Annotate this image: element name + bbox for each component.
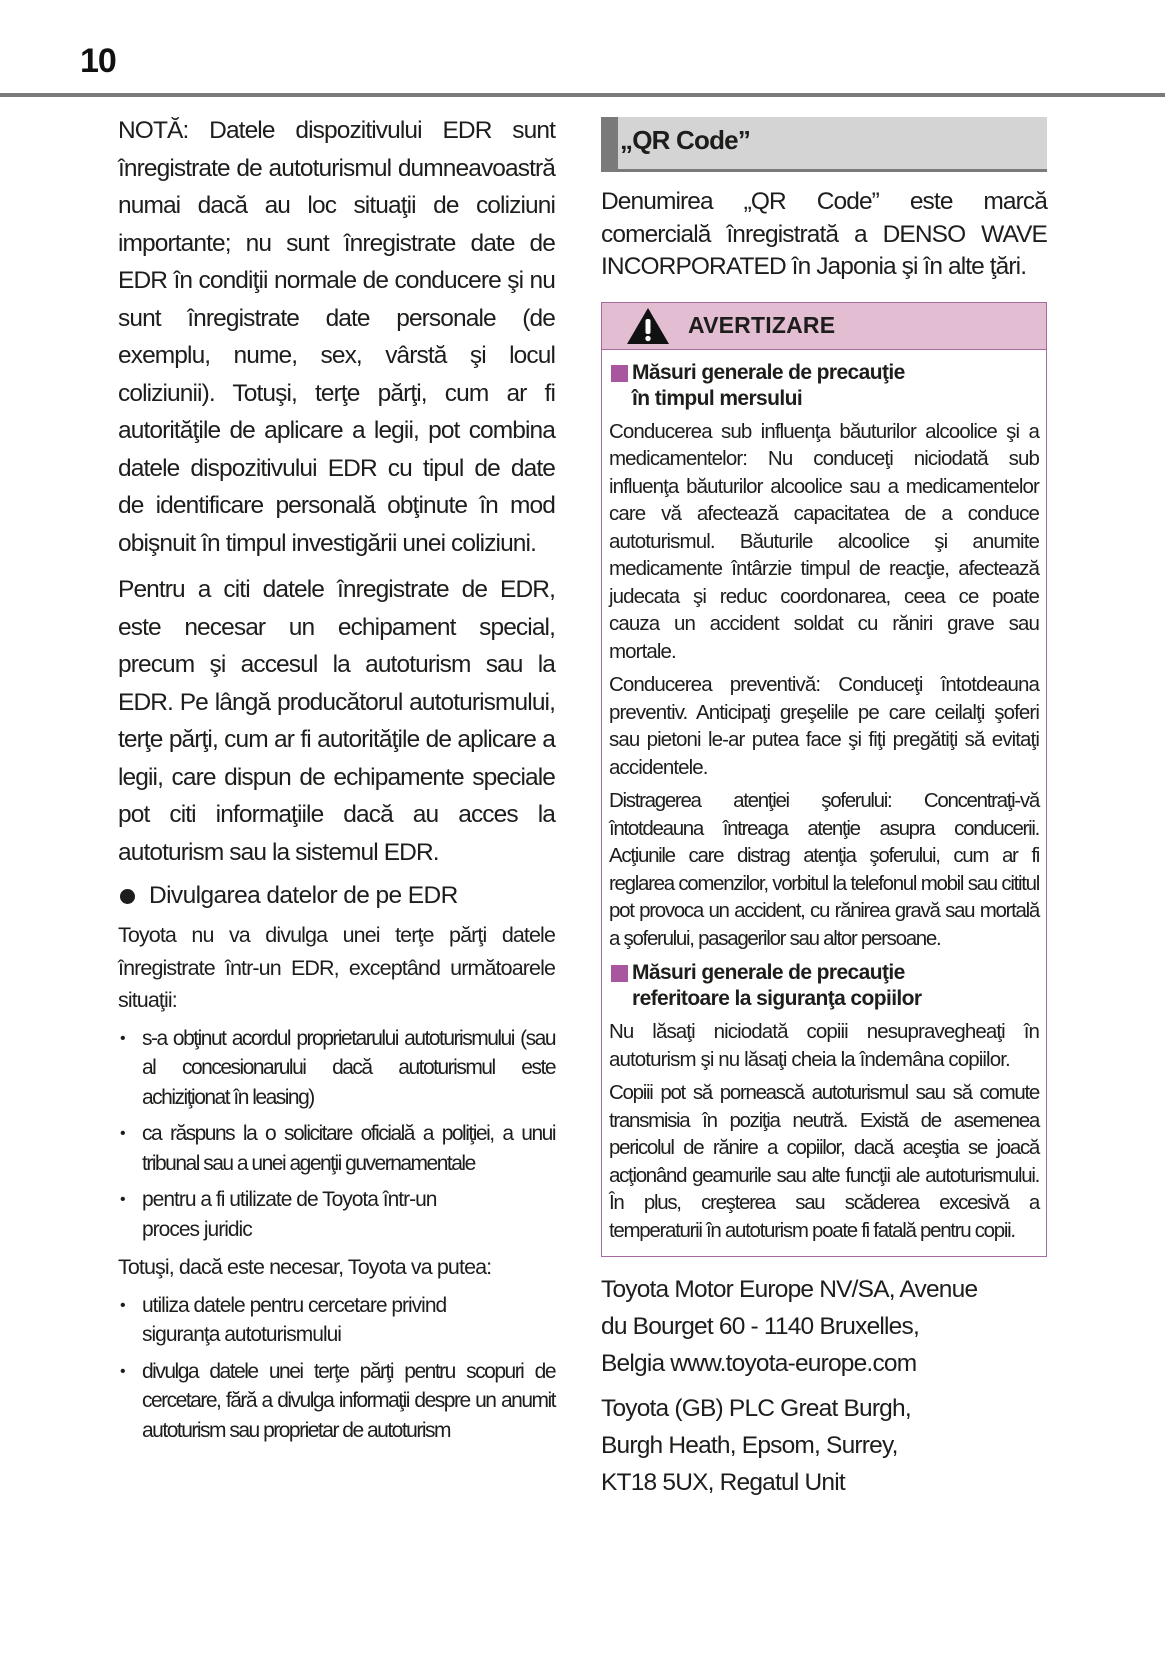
list-item: • pentru a fi utilizate de Toyota într-un proces juridic: [118, 1185, 555, 1244]
permitted-uses-list: [118, 1291, 555, 1446]
left-column: [118, 112, 555, 1452]
alcohol-paragraph: Conducerea sub influenţa băuturilor alcoolice şi a medicamentelor: Nu conduceţi niciodată sub influenţa băuturilor alcoolice sau a medicamentelor care vă afectează capacitatea de a conduce autoturismul. Băuturile alcoolice şi anumite medicamente întârzie timpul de reacţie, afectează judecata şi reduc coordonarea, ceea ce poate cauza un accident soldat cu răniri grave sau mortale.: [609, 419, 1039, 663]
list-item: • s-a obţinut acordul proprietarului autoturismului (sau al concesionarului dacă autoturismul este achiziţionat în leasing): [118, 1024, 555, 1113]
bullet-icon: •: [120, 1191, 125, 1208]
warning-label: AVERTIZARE: [688, 312, 836, 338]
page-number: 10: [80, 42, 116, 80]
section-marker-bar: [601, 117, 618, 169]
qr-code-title: „QR Code”: [620, 125, 751, 155]
disclosure-intro: Toyota nu va divulga unei terţe părţi datele înregistrate într-un EDR, exceptând următoarele situaţii:: [118, 923, 555, 1012]
address-toyota-gb: Toyota (GB) PLC Great Burgh, Burgh Heath, Epsom, Surrey, KT18 5UX, Regatul Unit: [601, 1395, 911, 1496]
square-marker-icon: [611, 965, 628, 982]
edr-reading-paragraph: Pentru a citi datele înregistrate de EDR, este necesar un echipament special, precum şi accesul la autoturism sau la EDR. Pe lângă producătorul autoturismului, terţe părţi, cum ar fi autorităţile de aplicare a legii, care dispun de echipamente speciale pot citi informaţiile dacă au acces la autoturism sau la sistemul EDR.: [118, 576, 555, 866]
driving-precautions-heading: Măsuri generale de precauţie în timpul mersului: [609, 360, 1039, 412]
children-hazards-paragraph: Copiii pot să pornească autoturismul sau să comute transmisia în poziţia neutră. Există de asemenea pericolul de rănire a copiilor, dacă aceştia se joacă acţionând geamurile sau alte funcţii ale autoturismului. În plus, creşterea sau scăderea excesivă a temperaturii în autoturism poate fi fatală pentru copii.: [609, 1081, 1039, 1242]
unattended-children-paragraph: Nu lăsaţi niciodată copiii nesupravegheaţi în autoturism şi nu lăsaţi cheia la îndemâna copiilor.: [609, 1020, 1039, 1071]
square-marker-icon: [611, 365, 628, 382]
list-item: • utiliza datele pentru cercetare privind siguranţa autoturismului: [118, 1291, 555, 1350]
warning-body: [602, 350, 1046, 1257]
qr-code-section-header: [601, 117, 1047, 172]
header-rule: [0, 93, 1165, 97]
warning-triangle-icon: [626, 307, 670, 345]
disclosure-heading-text: Divulgarea datelor de pe EDR: [149, 882, 458, 909]
right-column: [601, 117, 1047, 1509]
edr-note-paragraph: NOTĂ: Datele dispozitivului EDR sunt înregistrate de autoturismul dumneavoastră numai dacă au loc situaţii de coliziuni importante; nu sunt înregistrate date de EDR în condiţii normale de conducere şi nu sunt înregistrate date personale (de exemplu, nume, sex, vârstă şi locul coliziunii). Totuşi, terţe părţi, cum ar fi autorităţile de aplicare a legii, pot combina datele dispozitivului EDR cu tipul de date de identificare personală obţinute în mod obişnuit în timpul investigării unei coliziuni.: [118, 117, 555, 557]
bullet-icon: •: [120, 1125, 125, 1142]
warning-box: [601, 302, 1047, 1258]
child-safety-heading: Măsuri generale de precauţie referitoare la siguranţa copiilor: [609, 960, 1039, 1012]
exceptions-list: [118, 1024, 555, 1245]
list-item: • ca răspuns la o solicitare oficială a poliţiei, a unui tribunal sau a unei agenţii guvernamentale: [118, 1119, 555, 1178]
qr-code-trademark-text: Denumirea „QR Code” este marcă comercială înregistrată a DENSO WAVE INCORPORATED în Japonia şi în alte ţări.: [601, 188, 1047, 280]
however-text: Totuşi, dacă este necesar, Toyota va putea:: [118, 1255, 492, 1279]
bullet-dot-icon: [120, 889, 135, 904]
distraction-paragraph: Distragerea atenţiei şoferului: Concentraţi-vă întotdeauna întreaga atenţie asupra conducerii. Acţiunile care distrag atenţia şoferului, cum ar fi reglarea comenzilor, vorbitul la telefonul mobil sau cititul pot provoca un accident, cu rănirea gravă sau mortală a şoferului, pasagerilor sau altor persoane.: [609, 789, 1039, 950]
disclosure-heading: [118, 879, 555, 913]
list-item: • divulga datele unei terţe părţi pentru scopuri de cercetare, fără a divulga informaţii despre un anumit autoturism sau proprietar de autoturism: [118, 1357, 555, 1446]
address-toyota-europe: Toyota Motor Europe NV/SA, Avenue du Bourget 60 - 1140 Bruxelles, Belgia www.toyota-europe.com: [601, 1276, 978, 1377]
bullet-icon: •: [120, 1296, 125, 1314]
bullet-icon: •: [120, 1362, 125, 1380]
bullet-icon: •: [120, 1029, 125, 1047]
defensive-driving-paragraph: Conducerea preventivă: Conduceţi întotdeauna preventiv. Anticipaţi greşelile pe care ceilalţi şoferi sau pietoni le-ar putea face şi fiţi pregătiţi să evitaţi accidentele.: [609, 673, 1039, 779]
warning-header: [602, 303, 1046, 350]
